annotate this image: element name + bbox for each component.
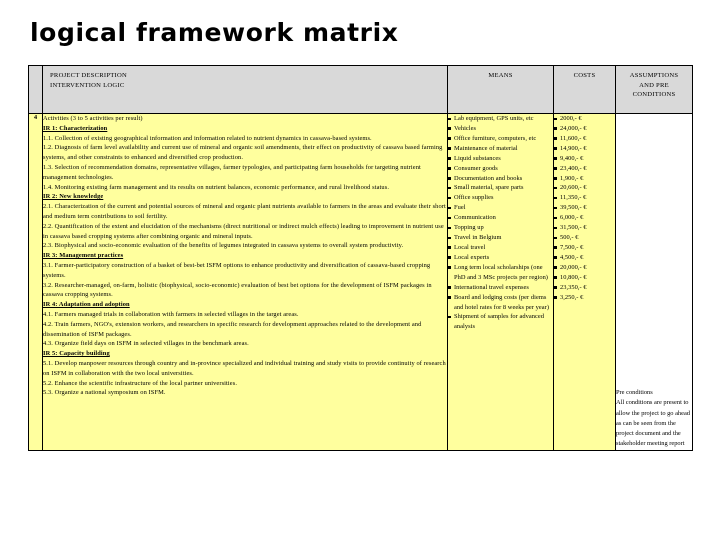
means-item: Board and lodging costs (per diems and hotel rates for 8 weeks per year) [448, 293, 553, 313]
cost-item: 14,900,- € [554, 144, 615, 154]
means-item: Local experts [448, 253, 553, 263]
assumptions-text [616, 114, 692, 450]
header-assumptions-line2: AND PRE [639, 81, 669, 89]
activity-line: 1.1. Collection of existing geographical information and information related to nutrient dynamics in cassava-based systems. [43, 134, 372, 142]
header-costs-label: COSTS [573, 72, 596, 79]
assumption-line: Pre conditions [616, 389, 653, 396]
cost-item: 23,350,- € [554, 283, 615, 293]
activity-line: 5.2. Enhance the scientific infrastructure of the local partner universities. [43, 379, 238, 387]
row-means-cell [448, 114, 554, 451]
page-title: logical framework matrix [30, 18, 399, 47]
ir-heading-text: IR 2: New knowledge [43, 193, 104, 201]
header-cell-costs [554, 66, 616, 114]
cost-item: 6,000,- € [554, 213, 615, 223]
assumption-line: All conditions are present to allow the project to go ahead as can be seen from the project document and the stakeholder meeting report [616, 399, 690, 448]
table-header-row [29, 66, 693, 114]
header-description-line2: INTERVENTION LOGIC [50, 81, 125, 89]
costs-list [554, 114, 615, 303]
means-item: Communication [448, 213, 553, 223]
cost-item: 500,- € [554, 233, 615, 243]
cost-item: 20,600,- € [554, 183, 615, 193]
cost-item: 39,500,- € [554, 203, 615, 213]
activity-line: 1.4. Monitoring existing farm management and its results on nutrient balances, economic performance, and rural livelihood status. [43, 183, 390, 191]
cost-item: 31,500,- € [554, 223, 615, 233]
means-list [448, 114, 553, 332]
cost-item: 20,000,- € [554, 263, 615, 273]
activity-line: 2.1. Characterization of the current and potential sources of mineral and organic plant nutrients available to farmers in the areas and evaluate their short and medium term contributions to soil fertility. [43, 203, 446, 220]
means-item: Small material, spare parts [448, 183, 553, 193]
activity-line: Activities (3 to 5 activities per result) [43, 115, 143, 122]
activity-line: 4.2. Train farmers, NGO's, extension workers, and researchers in specific research for development approaches related to the development and dissemination of ISFM packages. [43, 320, 422, 338]
means-item: Travel in Belgium [448, 233, 553, 243]
cost-item: 23,400,- € [554, 164, 615, 174]
means-item: Documentation and books [448, 174, 553, 184]
cost-item: 3,250,- € [554, 293, 615, 303]
activity-line: 5.1. Develop manpower resources through country and in-province specialized and individual training and study visits to provide continuity of research on ISFM in collaboration with the two local universities. [43, 359, 446, 377]
means-item: Lab equipment, GPS units, etc [448, 114, 553, 124]
header-assumptions-label [616, 66, 692, 100]
header-number-label [29, 66, 42, 71]
activity-line: 3.1. Farmer-participatory construction of a basket of best-bet ISFM options to enhance productivity and diversification of cassava-based cropping systems. [43, 261, 431, 279]
activity-line: 2.3. Biophysical and socio-economic evaluation of the benefits of legumes integrated in cassava systems to overall system productivity. [43, 242, 404, 250]
ir-heading-text: IR 3: Management practices [43, 252, 124, 260]
header-cell-assumptions [616, 66, 693, 114]
means-item: Consumer goods [448, 164, 553, 174]
table-row [29, 114, 693, 451]
cost-item: 11,350,- € [554, 193, 615, 203]
means-item: Office supplies [448, 193, 553, 203]
ir-heading-text: IR 4: Adaptation and adoption [43, 301, 130, 309]
cost-item: 24,000,- € [554, 124, 615, 134]
activity-line: 1.3. Selection of recommendation domains, representative villages, farmer typologies, and participating farm households for targeting nutrient management technologies. [43, 163, 421, 181]
header-description-line1: PROJECT DESCRIPTION [50, 72, 127, 79]
means-item: Office furniture, computers, etc [448, 134, 553, 144]
means-item: Topping up [448, 223, 553, 233]
means-item: Local travel [448, 243, 553, 253]
means-item: Maintenance of material [448, 144, 553, 154]
header-cell-description [43, 66, 448, 114]
ir-heading [43, 300, 447, 310]
cost-item: 1,900,- € [554, 174, 615, 184]
means-item: Shipment of samples for advanced analysis [448, 312, 553, 332]
activity-line: 4.3. Organize field days on ISFM in selected villages in the benchmark areas. [43, 340, 249, 348]
row-number-cell: 4 [29, 114, 43, 451]
header-cell-number [29, 66, 43, 114]
cost-item: 10,800,- € [554, 273, 615, 283]
ir-heading [43, 192, 447, 202]
activity-line: 3.2. Researcher-managed, on-farm, holistic (biophysical, socio-economic) evaluation of best bet options for the development of ISFM packages in cassava cropping systems. [43, 281, 432, 299]
means-item: Long term local scholarships (one PhD and 3 MSc projects per region) [448, 263, 553, 283]
means-item: Fuel [448, 203, 553, 213]
means-item: International travel expenses [448, 283, 553, 293]
means-item: Liquid substances [448, 154, 553, 164]
cost-item: 2000,- € [554, 114, 615, 124]
cost-item: 9,400,- € [554, 154, 615, 164]
ir-heading-text: IR 1: Characterization [43, 124, 108, 132]
ir-heading [43, 349, 447, 359]
cost-item: 4,500,- € [554, 253, 615, 263]
ir-heading-text: IR 5: Capacity building [43, 350, 110, 358]
cost-item: 7,500,- € [554, 243, 615, 253]
activity-line: 4.1. Farmers managed trials in collaboration with farmers in selected villages in the target areas. [43, 310, 299, 318]
header-assumptions-line3: CONDITIONS [632, 91, 676, 99]
header-means-label: MEANS [488, 72, 513, 79]
activity-line: 2.2. Quantification of the extent and elucidation of the mechanisms (direct nutritional or indirect mulch effects) leading to improvement in nutrient use in cassava based cropping systems after combining organic and mineral inputs. [43, 222, 444, 240]
activity-line: 5.3. Organize a national symposium on ISFM. [43, 389, 166, 397]
description-lines-container [43, 114, 447, 398]
ir-heading [43, 251, 447, 261]
row-description-cell [43, 114, 448, 451]
row-assumptions-cell [616, 114, 693, 451]
header-cell-means [448, 66, 554, 114]
means-item: Vehicles [448, 124, 553, 134]
row-costs-cell [554, 114, 616, 451]
logical-framework-matrix [28, 65, 693, 451]
ir-heading [43, 124, 447, 134]
header-description-label [43, 66, 447, 90]
activity-line: 1.2. Diagnosis of farm level availability and current use of mineral and organic soil amendments, their effect on productivity of cassava based farming systems, and other constraints to enhanced and diversified crop production. [43, 144, 443, 162]
header-assumptions-line1: ASSUMPTIONS [629, 72, 679, 79]
cost-item: 11,600,- € [554, 134, 615, 144]
